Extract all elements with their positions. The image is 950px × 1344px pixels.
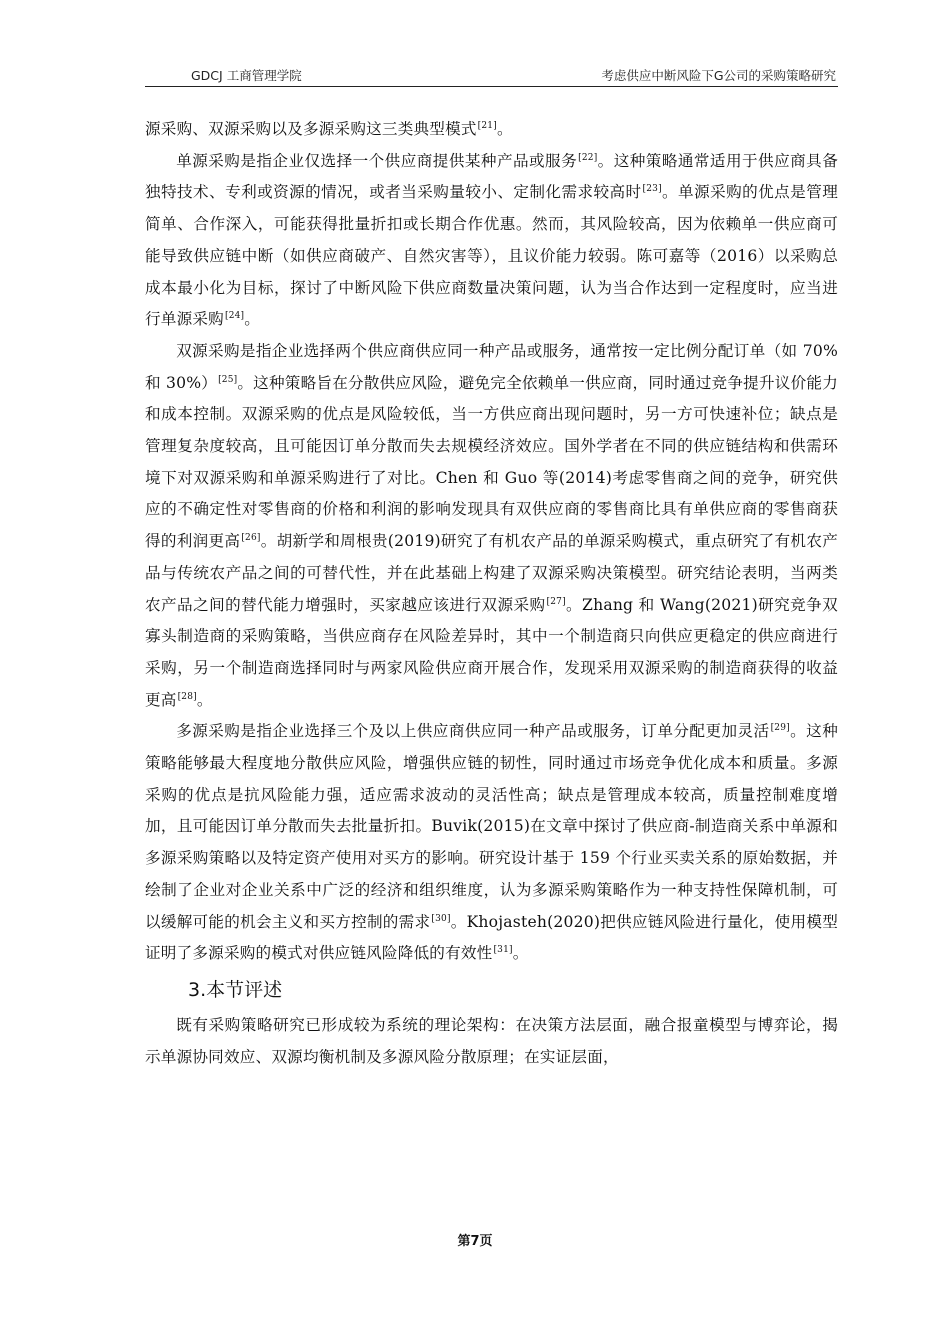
- citation-marker: [22]: [578, 152, 598, 163]
- citation-marker: [23]: [642, 184, 662, 195]
- page-number: 第7页: [457, 1234, 493, 1249]
- paragraph-text: 。这种策略能够最大程度地分散供应风险，增强供应链的韧性，同时通过市场竞争优化成本和质量。多源采购的优点是抗风险能力强，适应需求波动的灵活性高；缺点是管理成本较高，质量控制难度增加，且可能因订单分散而失去批量折扣。Buvik(2015)在文章中探讨了供应商-制造商关系中单源和多源采购策略以及特定资产使用对买方的影响。研究设计基于 159 个行业买卖关系的原始数据，并绘制了企业对企业关系中广泛的经济和组织维度，认为多源采购策略作为一种支持性保障机制，可以缓解可能的机会主义和买方控制的需求: [145, 722, 838, 931]
- body-paragraph: [145, 716, 838, 970]
- paragraph-text: 。: [244, 310, 261, 329]
- header-thesis-title: 考虑供应中断风险下G公司的采购策略研究: [601, 68, 836, 83]
- citation-marker: [26]: [241, 533, 261, 544]
- paragraph-text: 。: [496, 120, 513, 138]
- paragraph-text: 。Khojasteh(2020)把供应链风险进行量化，使用模型证明了多源采购的模式对供应链风险降低的有效性: [145, 912, 838, 963]
- paragraph-text: 多源采购是指企业选择三个及以上供应商供应同一种产品或服务，订单分配更加灵活: [176, 722, 770, 741]
- page-header: [145, 62, 838, 87]
- body-paragraph: [145, 114, 838, 146]
- citation-marker: [29]: [770, 723, 790, 734]
- citation-marker: [25]: [218, 374, 238, 385]
- body-paragraphs: [145, 114, 838, 970]
- closing-paragraph: 既有采购策略研究已形成较为系统的理论架构：在决策方法层面，融合报童模型与博弈论，揭示单源协同效应、双源均衡机制及多源风险分散原理；在实证层面，: [145, 1015, 838, 1066]
- paragraph-text: 。这种策略通常适用于供应商具备独特技术、专利或资源的情况，或者当采购量较小、定制化需求较高时: [145, 151, 838, 202]
- paragraph-text: 单源采购是指企业仅选择一个供应商提供某种产品或服务: [176, 151, 578, 170]
- section-heading: 3.本节评述: [188, 978, 283, 1001]
- body-paragraph: [145, 336, 838, 716]
- page-body: [145, 114, 838, 1073]
- citation-marker: [31]: [493, 945, 513, 956]
- citation-marker: [30]: [431, 913, 451, 924]
- paragraph-text: 。胡新学和周根贵(2019)研究了有机农产品的单源采购模式，重点研究了有机农产品与传统农产品之间的可替代性，并在此基础上构建了双源采购决策模型。研究结论表明，当两类农产品之间的替代能力增强时，买家越应该进行双源采购: [145, 532, 839, 614]
- citation-marker: [28]: [177, 691, 197, 702]
- paragraph-text: 源采购、双源采购以及多源采购这三类典型模式: [145, 120, 477, 138]
- paragraph-text: 。: [196, 690, 213, 709]
- header-institution: GDCJ 工商管理学院: [191, 68, 302, 83]
- citation-marker: [24]: [224, 311, 245, 322]
- paragraph-text: 。: [512, 944, 529, 963]
- paragraph-text: 。Zhang 和 Wang(2021)研究竞争双寡头制造商的采购策略，当供应商存在风险差异时，其中一个制造商只向供应更稳定的供应商进行采购，另一个制造商选择同时与两家风险供应商开展合作，发现采用双源采购的制造商获得的收益更高: [145, 595, 838, 709]
- citation-marker: [27]: [546, 596, 566, 607]
- body-paragraph: [145, 146, 838, 336]
- paragraph-text: 双源采购是指企业选择两个供应商供应同一种产品或服务，通常按一定比例分配订单（如 70%和 30%）: [145, 341, 838, 392]
- citation-marker: [21]: [477, 121, 497, 131]
- paragraph-text: 。单源采购的优点是管理简单、合作深入，可能获得批量折扣或长期合作优惠。然而，其风险较高，因为依赖单一供应商可能导致供应链中断（如供应商破产、自然灾害等），且议价能力较弱。陈可嘉等（2016）以采购总成本最小化为目标，探讨了中断风险下供应商数量决策问题，认为当合作达到一定程度时，应当进行单源采购: [145, 183, 838, 329]
- paragraph-text: 。这种策略旨在分散供应风险，避免完全依赖单一供应商，同时通过竞争提升议价能力和成本控制。双源采购的优点是风险较低，当一方供应商出现问题时，另一方可快速补位；缺点是管理复杂度较高，且可能因订单分散而失去规模经济效应。国外学者在不同的供应链结构和供需环境下对双源采购和单源采购进行了对比。Chen 和 Guo 等(2014)考虑零售商之间的竞争，研究供应的不确定性对零售商的价格和利润的影响发现具有双供应商的零售商比具有单供应商的零售商获得的利润更高: [145, 373, 838, 551]
